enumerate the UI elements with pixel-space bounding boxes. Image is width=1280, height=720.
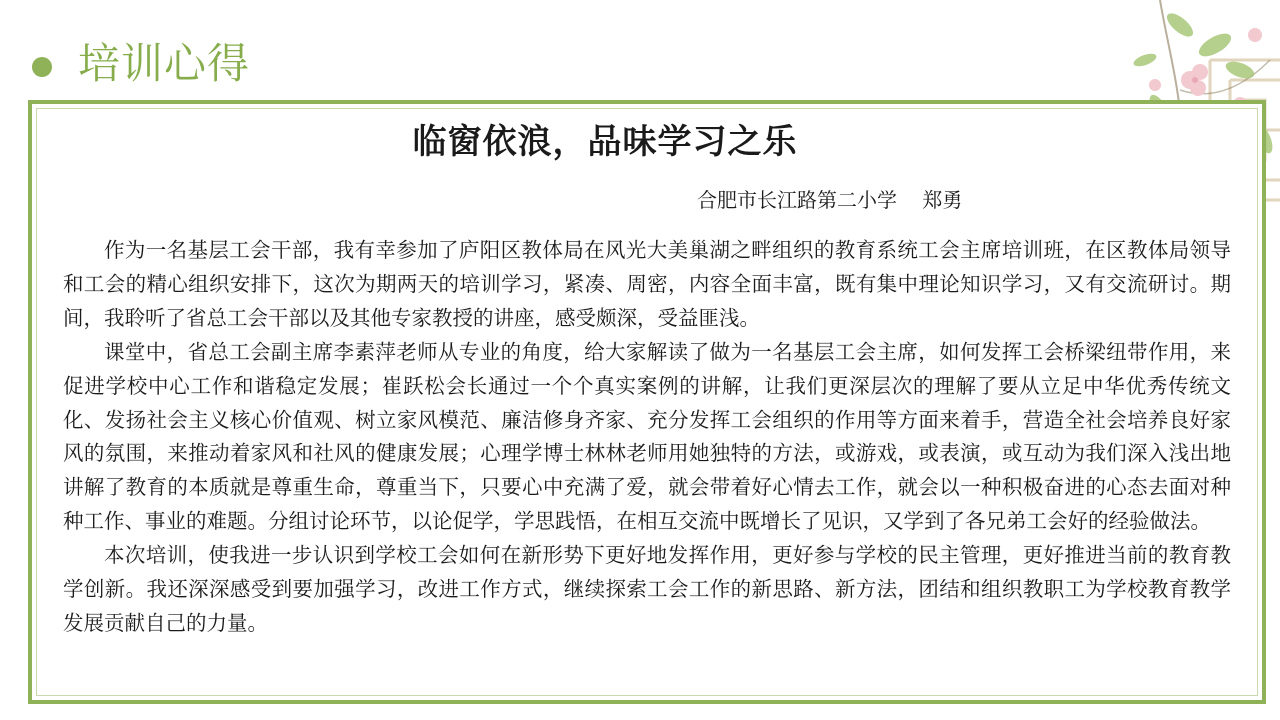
article-paragraph: 本次培训，使我进一步认识到学校工会如何在新形势下更好地发挥作用，更好参与学校的民主管理，更好推进当前的教育教学创新。我还深深感受到要加强学习，改进工作方式，继续探索工会工作的新思路、新方法，团结和组织教职工为学校教育教学发展贡献自己的力量。 [63,543,1231,635]
article-title: 临窗依浪，品味学习之乐 [412,122,798,162]
article-author: 合肥市长江路第二小学 郑勇 [697,188,963,212]
heading-bullet-icon [32,57,52,77]
article-paragraph: 课堂中，省总工会副主席李素萍老师从专业的角度，给大家解读了做为一名基层工会主席，如何发挥工会桥梁纽带作用，来促进学校中心工作和谐稳定发展；崔跃松会长通过一个个真实案例的讲解，让我们更深层次的理解了要从立足中华优秀传统文化、发扬社会主义核心价值观、树立家风模范、廉洁修身齐家、充分发挥工会组织的作用等方面来着手，营造全社会培养良好家风的氛围，来推动着家风和社风的健康发展；心理学博士林林老师用她独特的方法，或游戏，或表演，或互动为我们深入浅出地讲解了教育的本质就是尊重生命，尊重当下，只要心中充满了爱，就会带着好心情去工作，就会以一种积极奋进的心态去面对种种工作、事业的难题。分组讨论环节，以论促学，学思践悟，在相互交流中既增长了见识，又学到了各兄弟工会好的经验做法。 [63,339,1231,534]
article-body [63,234,1231,641]
article-paragraph: 作为一名基层工会干部，我有幸参加了庐阳区教体局在风光大美巢湖之畔组织的教育系统工会主席培训班，在区教体局领导和工会的精心组织安排下，这次为期两天的培训学习，紧凑、周密，内容全面丰富，既有集中理论知识学习，又有交流研讨。期间，我聆听了省总工会干部以及其他专家教授的讲座，感受颇深，受益匪浅。 [63,238,1231,330]
slide-heading: 培训心得 [78,39,251,88]
